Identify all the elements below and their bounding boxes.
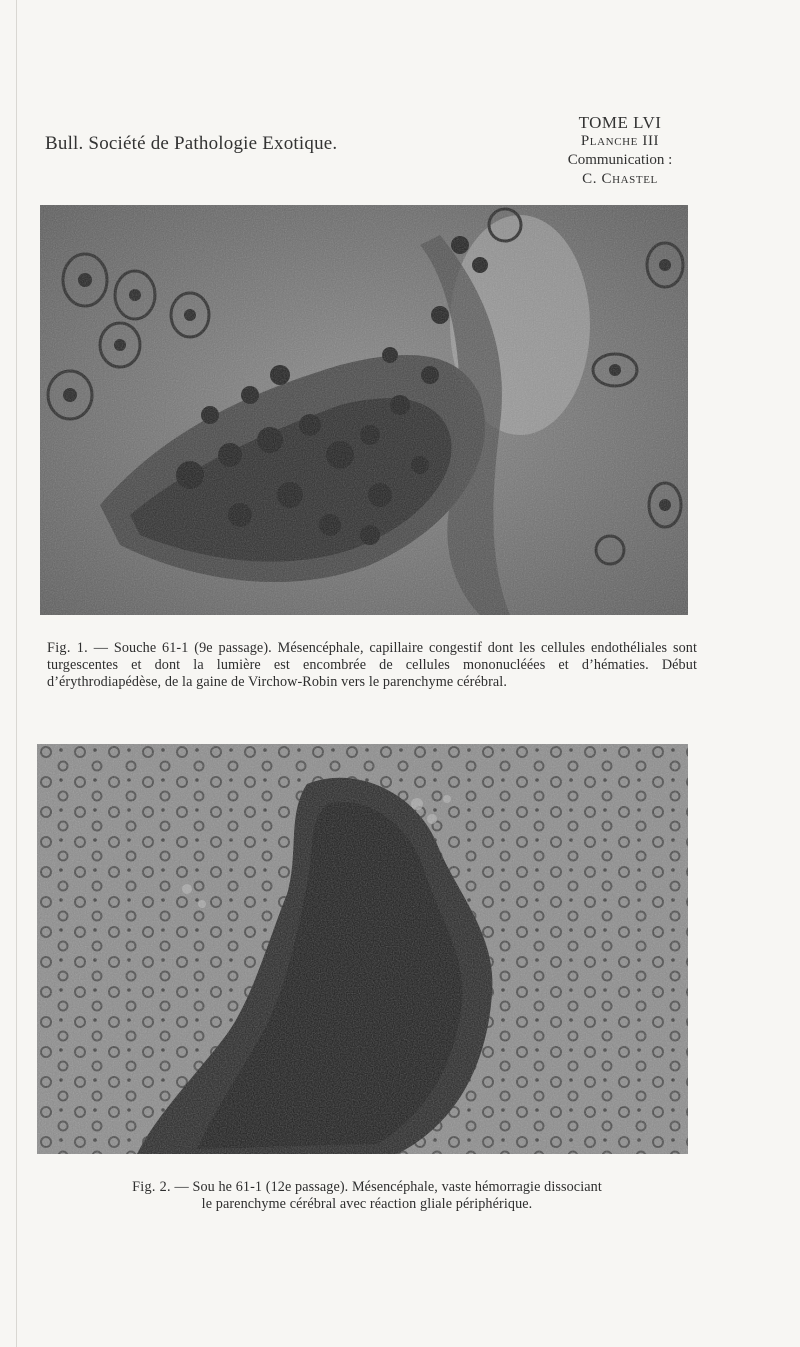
page-edge (16, 0, 17, 1347)
figure-2-caption (132, 1179, 602, 1213)
figure-2-micrograph (37, 744, 688, 1154)
figure-2-label: Fig. 2. (132, 1179, 171, 1195)
plate-label: Planche III (580, 133, 660, 149)
figure-1-micrograph (40, 205, 688, 615)
figure-2-caption-text: — Sou he 61-1 (12e passage). Mésencéphale, vaste hémorragie dissociant le parenchyme cérébral avec réaction gliale périphérique. (174, 1179, 602, 1212)
tome-label: TOME LVI (578, 113, 662, 132)
plate-info (545, 113, 695, 189)
figure-1-caption (47, 640, 697, 691)
figure-1-label: Fig. 1. (47, 640, 88, 656)
communication-label: Communication : (567, 152, 673, 168)
author-name: C. Chastel (582, 171, 658, 187)
journal-title: Bull. Société de Pathologie Exotique. (45, 133, 338, 154)
figure-1-caption-text: — Souche 61-1 (9e passage). Mésencéphale, capillaire congestif dont les cellules endothéliales sont turgescentes et dont la lumière est encombrée de cellules mononucléées et d’hématies. Début d’érythrodiapédèse, de la gaine de Virchow-Robin vers le parenchyme cérébral. (47, 640, 697, 690)
